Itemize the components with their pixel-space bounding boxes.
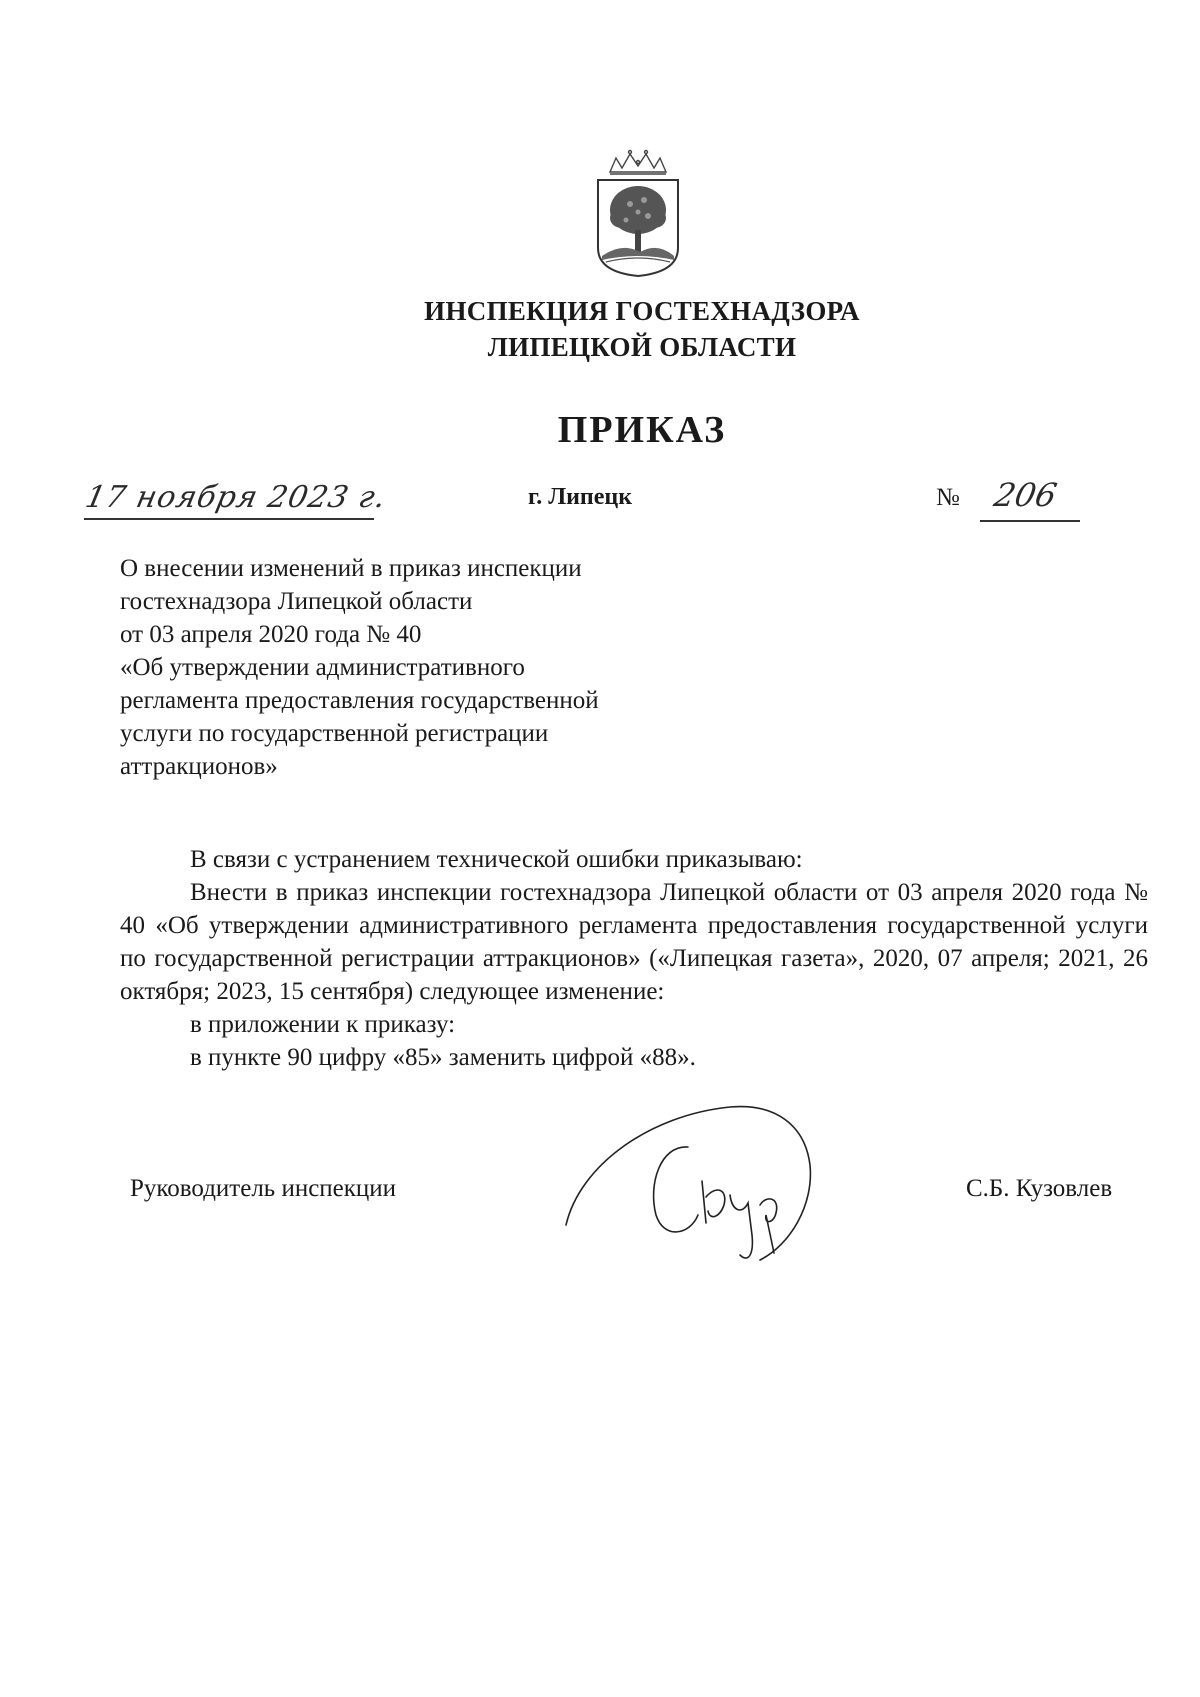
handwritten-signature (560, 1085, 820, 1275)
subject-line: от 03 апреля 2020 года № 40 (120, 621, 422, 648)
subject-line: «Об утверждении административного (120, 654, 525, 681)
date-underline (84, 518, 374, 520)
body-paragraph-annex: в приложении к приказу: (190, 1011, 456, 1038)
signatory-position: Руководитель инспекции (130, 1175, 397, 1202)
subject-line: гостехнадзора Липецкой области (120, 588, 473, 615)
body-paragraph-preamble: В связи с устранением технической ошибки приказываю: (190, 846, 803, 873)
number-sign: № (936, 484, 960, 511)
subject-line: услуги по государственной регистрации (120, 720, 549, 747)
number-underline (980, 520, 1080, 522)
org-name-line2: ЛИПЕЦКОЙ ОБЛАСТИ (487, 332, 797, 362)
document-type-title: ПРИКАЗ (557, 409, 727, 451)
order-subject (120, 552, 720, 783)
signatory-name: С.Б. Кузовлев (966, 1175, 1113, 1202)
subject-line: аттракционов» (120, 753, 278, 780)
handwritten-date: 17 ноября 2023 г. (82, 480, 390, 515)
body-paragraph-item: в пункте 90 цифру «85» заменить цифрой «88». (190, 1044, 696, 1071)
body-paragraph-change: Внести в приказ инспекции гостехнадзора Липецкой области от 03 апреля 2020 года № 40 «Об утверждении административного регламента предоставления государственной услуги по государственной регистрации аттракционов» («Липецкая газета», 2020, 07 апреля; 2021, 26 октября; 2023, 15 сентября) следующее изменение: (120, 879, 1148, 1005)
order-body (120, 843, 1148, 1074)
org-name-line1: ИНСПЕКЦИЯ ГОСТЕХНАДЗОРА (424, 296, 860, 326)
subject-line: регламента предоставления государственной (120, 687, 599, 714)
handwritten-number: 206 (990, 476, 1061, 514)
lipetsk-coat-of-arms-icon (588, 148, 688, 278)
subject-line: О внесении изменений в приказ инспекции (120, 555, 582, 582)
city-label: г. Липецк (528, 484, 633, 510)
